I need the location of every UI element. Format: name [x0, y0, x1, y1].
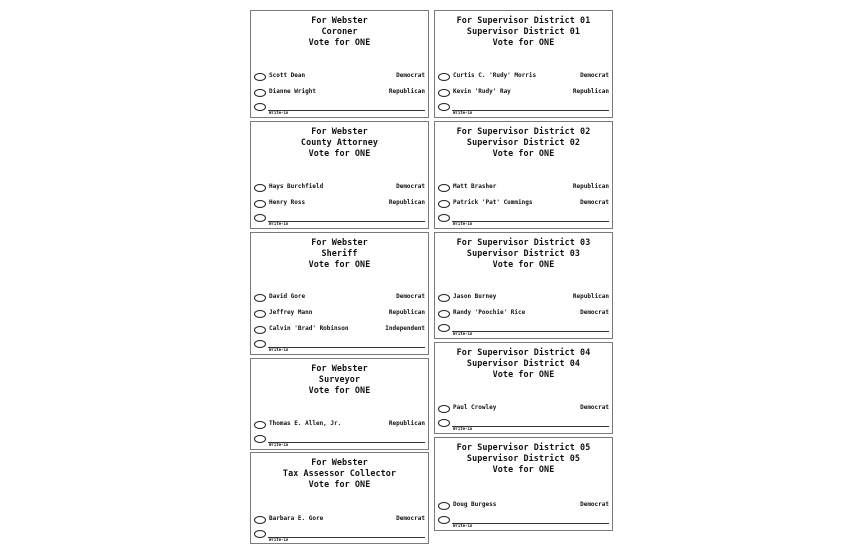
writein-label: Write-in [269, 442, 289, 447]
writein-label: Write-in [453, 110, 473, 115]
candidate-row [253, 86, 425, 102]
writein-row [437, 418, 609, 431]
candidate-name: Dianne Wright [269, 88, 316, 95]
writein-label: Write-in [269, 537, 289, 542]
candidate-list [253, 418, 425, 447]
candidate-row [253, 513, 425, 529]
candidate-row [437, 499, 609, 515]
race-instruction: Vote for ONE [308, 479, 371, 489]
race-jurisdiction: For Supervisor District 02 [456, 126, 591, 136]
race-header [251, 359, 428, 396]
candidate-party: Democrat [396, 515, 425, 522]
candidate-row [253, 197, 425, 213]
race-header [251, 122, 428, 159]
candidate-row [437, 197, 609, 213]
candidate-name: Thomas E. Allen, Jr. [269, 420, 342, 427]
writein-oval[interactable] [438, 214, 450, 222]
vote-oval[interactable] [438, 184, 450, 192]
writein-label: Write-in [453, 426, 473, 431]
writein-line[interactable] [268, 537, 425, 538]
candidate-name: Paul Crowley [453, 404, 497, 411]
candidate-party: Democrat [580, 404, 609, 411]
vote-oval[interactable] [254, 516, 266, 524]
race-instruction: Vote for ONE [308, 37, 371, 47]
race-coroner [250, 10, 429, 118]
race-jurisdiction: For Supervisor District 04 [456, 347, 591, 357]
candidate-list [253, 291, 425, 352]
candidate-party: Independent [385, 325, 425, 332]
writein-line[interactable] [452, 426, 609, 427]
candidate-name: Jason Burney [453, 293, 497, 300]
race-jurisdiction: For Webster [311, 457, 368, 467]
race-header [435, 233, 612, 270]
writein-line[interactable] [452, 523, 609, 524]
candidate-name: Matt Brasher [453, 183, 497, 190]
candidate-name: Hays Burchfield [269, 183, 324, 190]
race-header [251, 233, 428, 270]
race-jurisdiction: For Supervisor District 03 [456, 237, 591, 247]
candidate-party: Republican [388, 309, 425, 316]
race-sheriff [250, 232, 429, 355]
writein-oval[interactable] [254, 435, 266, 443]
vote-oval[interactable] [254, 421, 266, 429]
race-instruction: Vote for ONE [492, 148, 555, 158]
candidate-row [253, 418, 425, 434]
candidate-name: Scott Dean [269, 72, 306, 79]
candidate-row [253, 291, 425, 307]
candidate-name: Kevin 'Rudy' Ray [453, 88, 511, 95]
race-supervisor-district-01 [434, 10, 613, 118]
race-instruction: Vote for ONE [492, 464, 555, 474]
vote-oval[interactable] [254, 294, 266, 302]
ballot-sheet [250, 10, 616, 542]
candidate-party: Democrat [396, 72, 425, 79]
writein-row [437, 102, 609, 115]
race-office: Supervisor District 01 [466, 26, 581, 36]
writein-row [437, 213, 609, 226]
candidate-party: Republican [388, 199, 425, 206]
writein-line[interactable] [268, 110, 425, 111]
writein-row [253, 102, 425, 115]
writein-oval[interactable] [438, 516, 450, 524]
writein-line[interactable] [268, 347, 425, 348]
vote-oval[interactable] [254, 200, 266, 208]
race-tax-assessor-collector [250, 452, 429, 544]
race-county-attorney [250, 121, 429, 229]
writein-line[interactable] [452, 110, 609, 111]
writein-line[interactable] [268, 221, 425, 222]
race-office: Surveyor [318, 374, 361, 384]
candidate-name: Randy 'Poochie' Rice [453, 309, 526, 316]
race-instruction: Vote for ONE [308, 385, 371, 395]
race-jurisdiction: For Webster [311, 237, 368, 247]
writein-label: Write-in [269, 221, 289, 226]
writein-row [253, 339, 425, 352]
candidate-name: Calvin 'Brad' Robinson [269, 325, 349, 332]
race-office: Sheriff [321, 248, 358, 258]
vote-oval[interactable] [254, 326, 266, 334]
race-jurisdiction: For Webster [311, 126, 368, 136]
race-instruction: Vote for ONE [492, 37, 555, 47]
race-jurisdiction: For Supervisor District 05 [456, 442, 591, 452]
race-header [435, 11, 612, 48]
candidate-name: Doug Burgess [453, 501, 497, 508]
vote-oval[interactable] [438, 502, 450, 510]
race-office: Supervisor District 02 [466, 137, 581, 147]
race-office: Supervisor District 03 [466, 248, 581, 258]
race-header [251, 11, 428, 48]
vote-oval[interactable] [438, 200, 450, 208]
writein-row [437, 515, 609, 528]
race-header [435, 438, 612, 475]
candidate-row [437, 291, 609, 307]
candidate-row [437, 307, 609, 323]
candidate-party: Democrat [580, 199, 609, 206]
race-office: Coroner [321, 26, 358, 36]
candidate-list [437, 402, 609, 431]
vote-oval[interactable] [254, 89, 266, 97]
race-instruction: Vote for ONE [308, 259, 371, 269]
writein-oval[interactable] [254, 340, 266, 348]
candidate-row [253, 323, 425, 339]
vote-oval[interactable] [254, 73, 266, 81]
vote-oval[interactable] [254, 310, 266, 318]
race-office: County Attorney [300, 137, 379, 147]
race-header [435, 122, 612, 159]
candidate-row [437, 86, 609, 102]
writein-oval[interactable] [254, 214, 266, 222]
candidate-party: Democrat [580, 72, 609, 79]
writein-label: Write-in [269, 110, 289, 115]
candidate-row [437, 181, 609, 197]
candidate-row [253, 307, 425, 323]
race-office: Supervisor District 05 [466, 453, 581, 463]
candidate-party: Republican [572, 293, 609, 300]
candidate-list [437, 70, 609, 115]
race-instruction: Vote for ONE [492, 259, 555, 269]
writein-row [437, 323, 609, 336]
writein-label: Write-in [453, 523, 473, 528]
writein-oval[interactable] [438, 419, 450, 427]
candidate-name: Patrick 'Pat' Cummings [453, 199, 533, 206]
candidate-party: Republican [388, 88, 425, 95]
writein-line[interactable] [452, 221, 609, 222]
writein-line[interactable] [268, 442, 425, 443]
race-supervisor-district-03 [434, 232, 613, 339]
race-header [251, 453, 428, 490]
candidate-party: Democrat [396, 293, 425, 300]
candidate-list [437, 181, 609, 226]
candidate-list [253, 181, 425, 226]
race-jurisdiction: For Supervisor District 01 [456, 15, 591, 25]
candidate-list [437, 291, 609, 336]
writein-row [253, 213, 425, 226]
race-office: Supervisor District 04 [466, 358, 581, 368]
writein-label: Write-in [269, 347, 289, 352]
vote-oval[interactable] [438, 294, 450, 302]
candidate-list [253, 70, 425, 115]
vote-oval[interactable] [438, 89, 450, 97]
candidate-party: Democrat [580, 501, 609, 508]
candidate-party: Democrat [580, 309, 609, 316]
race-office: Tax Assessor Collector [282, 468, 397, 478]
race-header [435, 343, 612, 380]
race-surveyor [250, 358, 429, 450]
candidate-party: Republican [388, 420, 425, 427]
race-instruction: Vote for ONE [492, 369, 555, 379]
candidate-party: Republican [572, 88, 609, 95]
vote-oval[interactable] [254, 184, 266, 192]
vote-oval[interactable] [438, 310, 450, 318]
race-supervisor-district-05 [434, 437, 613, 531]
race-supervisor-district-02 [434, 121, 613, 229]
candidate-row [253, 70, 425, 86]
vote-oval[interactable] [438, 73, 450, 81]
candidate-name: David Gore [269, 293, 306, 300]
candidate-row [253, 181, 425, 197]
race-jurisdiction: For Webster [311, 363, 368, 373]
writein-row [253, 434, 425, 447]
race-jurisdiction: For Webster [311, 15, 368, 25]
vote-oval[interactable] [438, 405, 450, 413]
candidate-name: Barbara E. Gore [269, 515, 324, 522]
candidate-list [253, 513, 425, 542]
race-supervisor-district-04 [434, 342, 613, 434]
writein-line[interactable] [452, 331, 609, 332]
candidate-row [437, 70, 609, 86]
candidate-party: Democrat [396, 183, 425, 190]
candidate-name: Curtis C. 'Rudy' Morris [453, 72, 537, 79]
candidate-name: Henry Ross [269, 199, 306, 206]
candidate-name: Jeffrey Mann [269, 309, 313, 316]
writein-oval[interactable] [254, 103, 266, 111]
writein-oval[interactable] [438, 324, 450, 332]
writein-label: Write-in [453, 221, 473, 226]
writein-oval[interactable] [254, 530, 266, 538]
writein-oval[interactable] [438, 103, 450, 111]
candidate-row [437, 402, 609, 418]
candidate-list [437, 499, 609, 528]
candidate-party: Republican [572, 183, 609, 190]
writein-label: Write-in [453, 331, 473, 336]
race-instruction: Vote for ONE [308, 148, 371, 158]
